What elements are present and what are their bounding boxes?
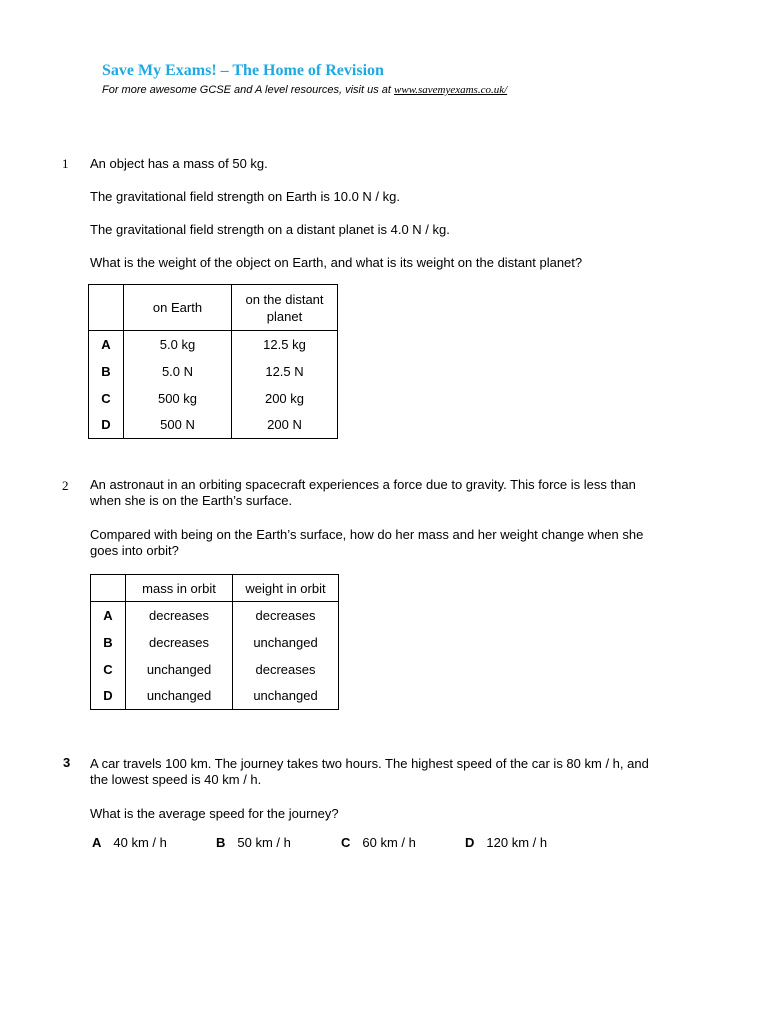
table-cell: 200 N [232,412,338,439]
option-letter: B [216,835,226,850]
table-cell: unchanged [126,656,233,683]
choice-text: 60 km / h [362,835,416,850]
question-text: when she is on the Earth’s surface. [90,493,293,508]
table-cell: 500 N [124,412,232,439]
brand-title: Save My Exams! – The Home of Revision [102,62,384,79]
option-letter[interactable]: A [91,602,126,629]
table-row [91,629,339,656]
choice-a[interactable] [92,835,167,850]
choice-text: 120 km / h [486,835,548,850]
question-number: 1 [62,156,69,171]
table-row [89,331,338,358]
column-header: on Earth [124,285,232,331]
option-letter[interactable]: C [91,656,126,683]
table-cell: 12.5 N [232,358,338,385]
question-text: goes into orbit? [90,543,179,558]
option-letter[interactable]: D [91,683,126,710]
table-cell: 200 kg [232,385,338,412]
column-header: weight in orbit [233,575,339,602]
answer-table [90,574,339,710]
option-letter[interactable]: C [89,385,124,412]
table-row [89,385,338,412]
table-cell: unchanged [126,683,233,710]
page-header [102,60,507,97]
question-text: What is the average speed for the journey? [90,806,339,821]
question-text: An object has a mass of 50 kg. [90,156,268,171]
option-letter[interactable]: D [89,412,124,439]
table-row [91,683,339,710]
table-row [89,358,338,385]
choice-text: 40 km / h [113,835,167,850]
question-text: What is the weight of the object on Earth, and what is its weight on the distant planet? [90,255,583,270]
table-row [89,412,338,439]
choice-text: 50 km / h [237,835,291,850]
table-cell: unchanged [233,629,339,656]
table-cell: unchanged [233,683,339,710]
option-letter: C [341,835,351,850]
table-cell: decreases [233,602,339,629]
table-row [91,602,339,629]
table-header-row [91,575,339,602]
option-letter[interactable]: B [89,358,124,385]
tagline-text: For more awesome GCSE and A level resources, visit us at [102,84,395,96]
table-cell: 500 kg [124,385,232,412]
table-header-row [89,285,338,331]
tagline [102,83,507,97]
option-letter[interactable]: A [89,331,124,358]
question-text: The gravitational field strength on Earth is 10.0 N / kg. [90,189,401,204]
option-letter[interactable]: B [91,629,126,656]
column-header: mass in orbit [126,575,233,602]
table-cell: decreases [126,629,233,656]
table-cell: decreases [233,656,339,683]
question-text: the lowest speed is 40 km / h. [90,772,262,787]
table-corner-cell [91,575,126,602]
table-cell: 5.0 kg [124,331,232,358]
table-cell: decreases [126,602,233,629]
question-number: 2 [62,478,69,493]
question-number: 3 [63,755,71,770]
question-text: The gravitational field strength on a distant planet is 4.0 N / kg. [90,222,450,237]
option-letter: A [92,835,102,850]
table-cell: 12.5 kg [232,331,338,358]
table-row [91,656,339,683]
column-header: on the distant planet [232,285,338,331]
choice-b[interactable] [216,835,291,850]
question-text: A car travels 100 km. The journey takes two hours. The highest speed of the car is 80 km / h, and [90,756,649,771]
choice-d[interactable] [465,835,547,850]
table-cell: 5.0 N [124,358,232,385]
website-link[interactable]: www.savemyexams.co.uk/ [394,84,508,96]
table-corner-cell [89,285,124,331]
question-text: Compared with being on the Earth’s surface, how do her mass and her weight change when she [90,527,644,542]
choice-c[interactable] [341,835,416,850]
answer-table [88,284,338,439]
option-letter: D [465,835,475,850]
question-text: An astronaut in an orbiting spacecraft experiences a force due to gravity. This force is less than [90,477,636,492]
